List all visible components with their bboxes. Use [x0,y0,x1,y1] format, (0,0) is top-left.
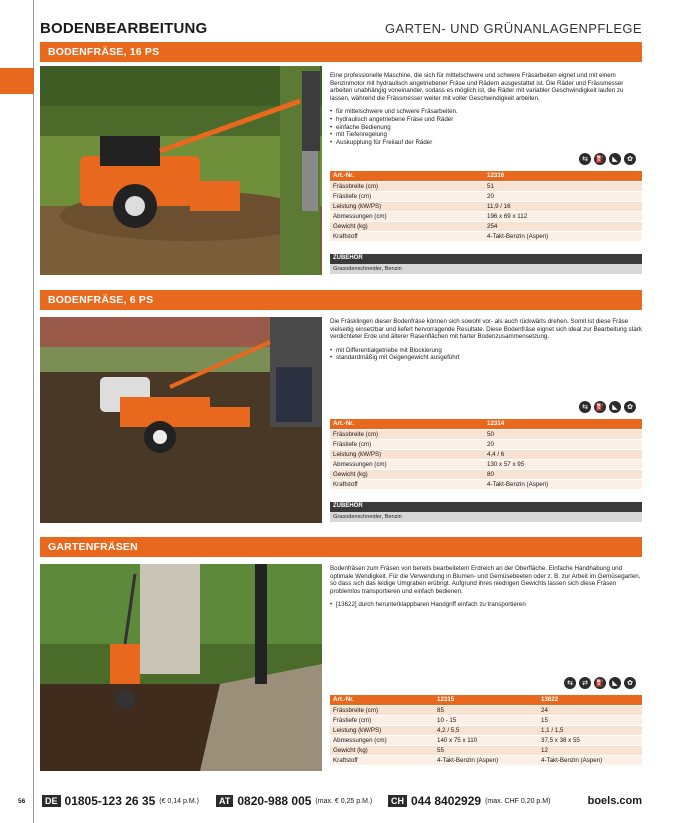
table-cell: 15 [538,715,642,725]
fuel-icon: ⛽ [595,403,605,411]
phone-rate: (€ 0,14 p.M.) [159,797,199,805]
product-photo-bodenfraese-6ps [40,317,322,523]
section-tab-marker [0,68,34,94]
table-cell: 10 - 15 [434,715,538,725]
table-row [330,459,642,469]
description-text: Die Fräsklingen dieser Bodenfräse können sich sowohl vor- als auch rückwärts drehen. Somit ist diese Fräse vielseitig einsetzbar und liefert hervorragende Resultate. Diese Bodenfräse eignet sich ideal zur Bearbeitung stark verdichteter Erde und älterer Rasenflächen mit harter Bodenzusammensetzung. [330,318,642,341]
table-cell: 85 [434,705,538,715]
description-text: Bodenfräsen zum Fräsen von bereits bearbeitetem Erdreich an der Oberfläche. Einfache Handhabung und optimale Wendigkeit. Für die Verwendung in Blumen- und Gemüsebeeten oder z. B. zur Arbeit im Gemüsegarten, so dass sich das leidige Umgraben erübrigt. Aufgrund ihres niedrigen Gewichts lassen sich diese Fräsen problemlos transportieren und einfach bedienen. [330,565,641,595]
table-cell: Frästiefe (cm) [330,439,484,449]
table-cell: 254 [484,221,642,231]
table-cell: 20 [484,191,642,201]
table-header-cell: 13622 [538,695,642,705]
feature-item: • hydraulisch angetriebene Fräse und Räder [330,116,642,124]
feature-icons [579,153,636,165]
phone-rate: (max. CHF 0,20 p.M) [485,797,551,805]
table-row [330,469,642,479]
accessory-header: ZUBEHÖR [330,254,642,264]
table-cell: Frästiefe (cm) [330,191,484,201]
table-header-cell: 12316 [484,171,642,181]
transport-icon: ⇆ [579,401,591,413]
feature-item: • mit Tiefenregelung [330,131,642,139]
table-cell: Gewicht (kg) [330,469,484,479]
spec-table-6ps [330,419,642,490]
product-photo-gartenfraesen [40,564,322,771]
table-cell: 4,4 / 6 [484,449,642,459]
table-header-cell: Art.-Nr. [330,695,434,705]
table-header-cell: 12315 [434,695,538,705]
section-title-gartenfraesen: GARTENFRÄSEN [40,537,642,557]
phone-rate: (max. € 0,25 p.M.) [315,797,373,805]
table-header-row [330,695,642,705]
table-cell: Leistung (kW/PS) [330,201,484,211]
table-cell: Leistung (kW/PS) [330,725,434,735]
table-cell: 24 [538,705,642,715]
website-link[interactable]: boels.com [587,795,642,807]
blade-icon: ✿ [624,153,636,165]
feature-item: • für mittelschwere und schwere Fräsarbeiten. [330,108,642,116]
table-header-cell: 12314 [484,419,642,429]
table-row [330,735,642,745]
blade-icon: ✿ [624,677,636,689]
feature-list [330,347,642,362]
table-cell: 37,5 x 38 x 55 [538,735,642,745]
table-cell: 12 [538,745,642,755]
transport-icon: ⇆ [564,677,576,689]
transport-icon: ⇆ [579,153,591,165]
table-row [330,715,642,725]
table-cell: Abmessungen (cm) [330,735,434,745]
table-cell: 55 [434,745,538,755]
table-row [330,439,642,449]
contact-de [42,794,199,808]
table-row [330,449,642,459]
table-cell: 4,2 / 5,5 [434,725,538,735]
page-header [40,20,642,40]
table-cell: 50 [484,429,642,439]
page-number: 56 [18,798,26,805]
table-row [330,201,642,211]
table-header-cell: Art.-Nr. [330,419,484,429]
feature-list [330,601,642,609]
table-row [330,725,642,735]
table-cell: Kraftstoff [330,479,484,489]
page-margin-line [33,0,34,823]
table-cell: 11,9 / 16 [484,201,642,211]
phone-number[interactable]: 0820-988 005 [237,794,312,808]
product-photo-bodenfraese-16ps [40,66,322,275]
table-cell: Gewicht (kg) [330,221,484,231]
country-badge: CH [388,795,407,807]
table-header-row [330,171,642,181]
table-cell: 80 [484,469,642,479]
fuel-icon: ⛽ [595,679,605,687]
terrain-icon: ◣ [609,677,621,689]
table-cell: Abmessungen (cm) [330,211,484,221]
table-cell: 51 [484,181,642,191]
description-text: Eine professionelle Maschine, die sich für mittelschwere und schwere Fräsarbeiten eignet und mit einem Benzinmotor mit hydraulisch angetriebener Fräse und Rädern ausgestattet ist. Die Räder und Frässmesser arbeiten unabhängig voneinander, sodass es möglich ist, die Räder mit variabler Geschwindigkeit laufen zu lassen, während die Frässmesser weiter mit voller Geschwindigkeit arbeiten. [330,72,624,102]
page-category: GARTEN- UND GRÜNANLAGENPFLEGE [385,21,642,36]
country-badge: DE [42,795,61,807]
contact-at [216,794,372,808]
feature-item: • standardmäßig mit Gegengewicht ausgeführt [330,354,642,362]
table-row [330,231,642,241]
table-row [330,705,642,715]
table-row [330,221,642,231]
table-header-row [330,419,642,429]
table-cell: Frässbreite (cm) [330,705,434,715]
contact-ch [388,794,550,808]
table-header-cell: Art.-Nr. [330,171,484,181]
fuel-icon: ⛽ [595,155,605,163]
feature-icons [564,677,636,689]
spec-table-gartenfraesen [330,695,642,766]
table-row [330,755,642,765]
table-cell: Frässbreite (cm) [330,181,484,191]
phone-number[interactable]: 01805-123 26 35 [64,794,156,808]
table-row [330,745,642,755]
table-cell: 140 x 75 x 110 [434,735,538,745]
table-cell: 4-Takt-Benzin (Aspen) [484,231,642,241]
section-title-bodenfraese-16ps: BODENFRÄSE, 16 PS [40,42,642,62]
feature-item: • Auskupplung für Freilauf der Räder [330,139,642,147]
table-cell: Gewicht (kg) [330,745,434,755]
table-row [330,479,642,489]
table-cell: 20 [484,439,642,449]
page-footer [14,794,642,810]
spec-table-16ps [330,171,642,242]
product-description-gartenfraesen [330,565,642,609]
table-cell: 130 x 57 x 95 [484,459,642,469]
table-cell: Frästiefe (cm) [330,715,434,725]
table-cell: Frässbreite (cm) [330,429,484,439]
lever-icon: ⇄ [579,677,591,689]
feature-item: • einfache Bedienung [330,124,642,132]
country-badge: AT [216,795,233,807]
feature-item: • [13622] durch herunterklappbaren Handgriff einfach zu transportieren [330,601,642,609]
table-row [330,211,642,221]
feature-item: • mit Differentialgetriebe mit Blockierung [330,347,642,355]
section-title-bodenfraese-6ps: BODENFRÄSE, 6 PS [40,290,642,310]
table-cell: Abmessungen (cm) [330,459,484,469]
feature-list [330,108,642,146]
table-row [330,191,642,201]
feature-icons [579,401,636,413]
accessory-item: Grasodenschneider, Benzin [330,264,642,274]
table-cell: 1,1 / 1,5 [538,725,642,735]
phone-number[interactable]: 044 8402929 [411,794,482,808]
accessory-item: Grasodenschneider, Benzin [330,512,642,522]
page-title: BODENBEARBEITUNG [40,20,208,37]
product-description-6ps [330,318,642,362]
terrain-icon: ◣ [609,401,621,413]
table-cell: 4-Takt-Benzin (Aspen) [484,479,642,489]
terrain-icon: ◣ [609,153,621,165]
table-cell: 4-Takt-Benzin (Aspen) [434,755,538,765]
product-description-16ps [330,72,642,146]
table-cell: Kraftstoff [330,231,484,241]
accessory-header: ZUBEHÖR [330,502,642,512]
table-cell: Leistung (kW/PS) [330,449,484,459]
table-cell: 196 x 69 x 112 [484,211,642,221]
blade-icon: ✿ [624,401,636,413]
table-cell: Kraftstoff [330,755,434,765]
table-cell: 4-Takt-Benzin (Aspen) [538,755,642,765]
table-row [330,429,642,439]
table-row [330,181,642,191]
